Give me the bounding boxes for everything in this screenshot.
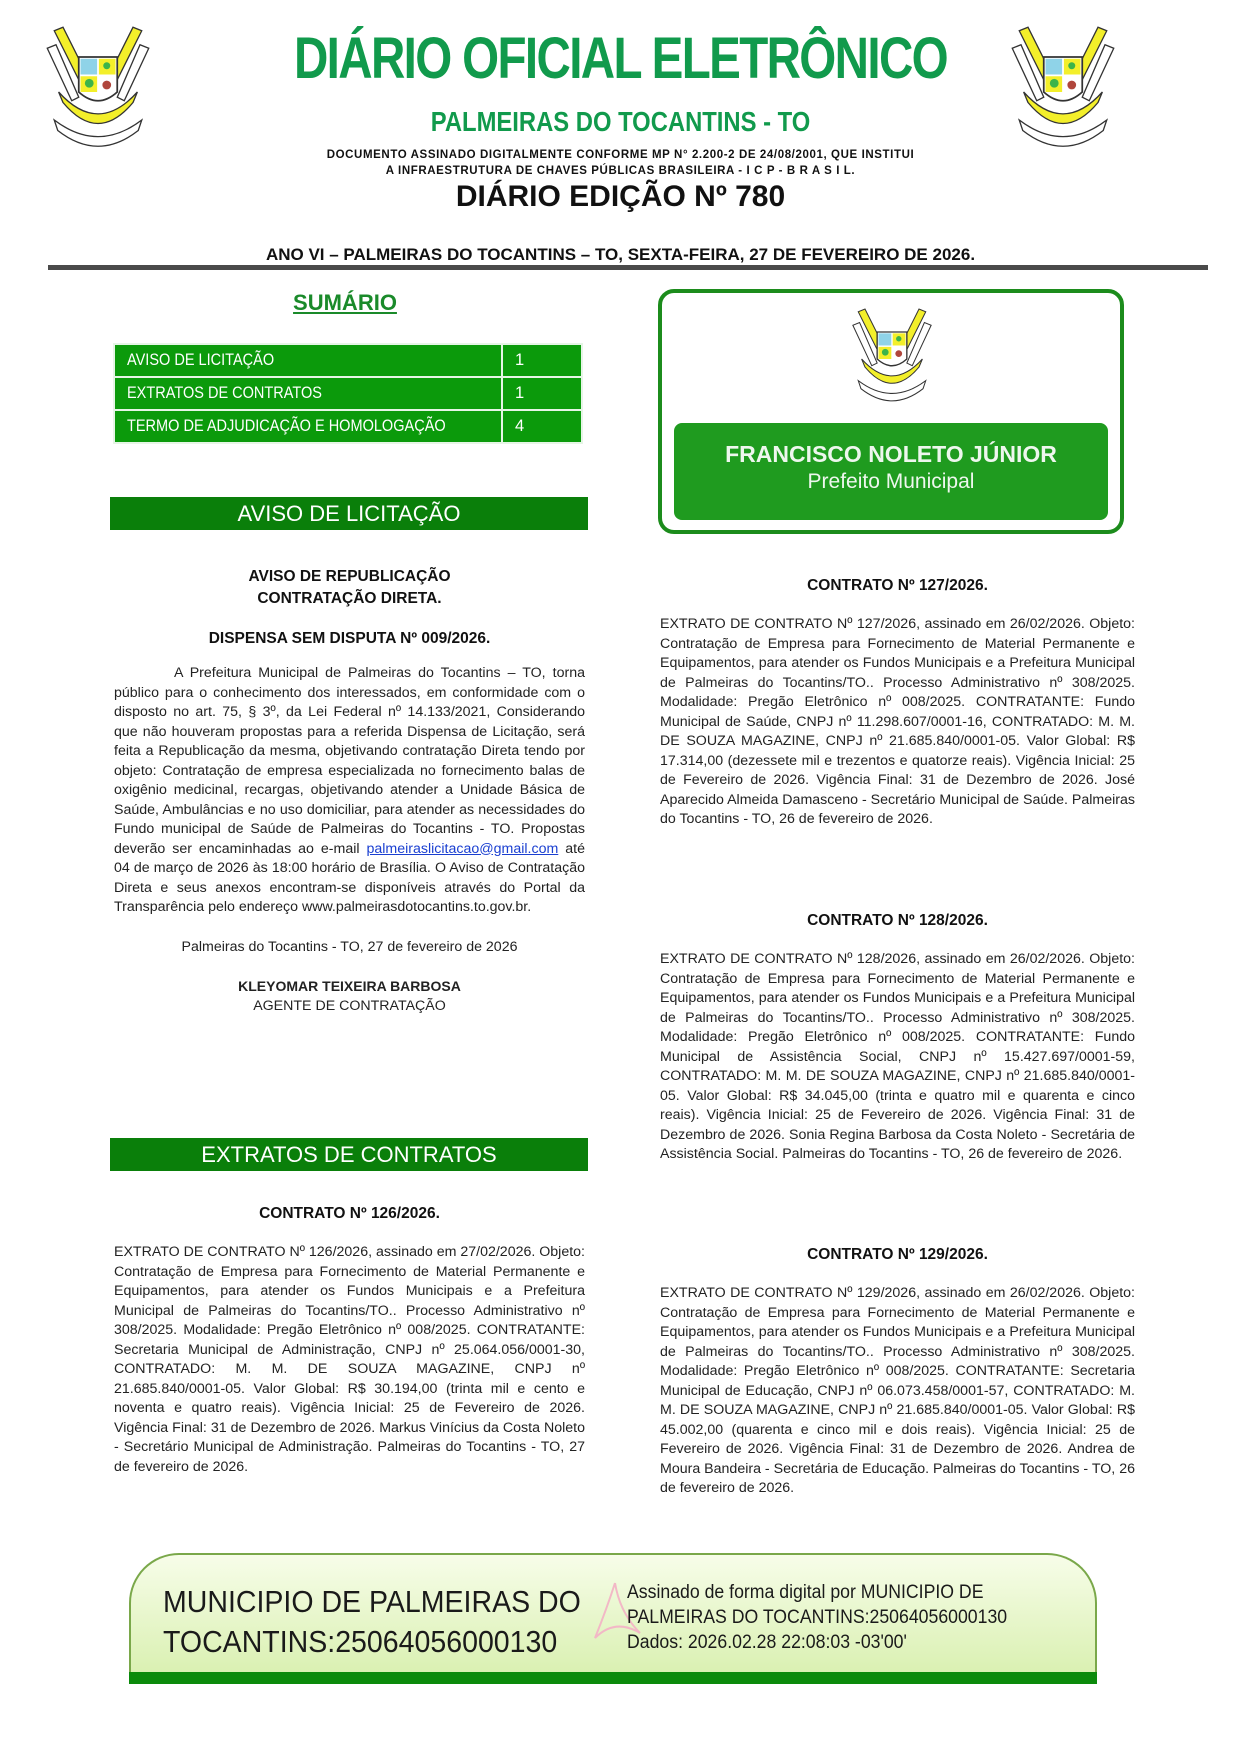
aviso-body-text-end: até 04 de março de 2026 às 18:00 horário de Brasília. O Aviso de Contratação Direta e seus anexos encontram-se disponíveis através do Portal da Transparência pelo endereço www.palmeirasdotocantins.to.gov.br. xyxy=(114,840,585,915)
coat-of-arms-icon xyxy=(842,305,942,413)
contract-body: EXTRATO DE CONTRATO Nº 128/2026, assinado em 26/02/2026. Objeto: Contratação de Empresa para Fornecimento de Material Permanente e Equipamentos, para atender os Fundos Municipais e a Prefeitura Municipal de Palmeiras do Tocantins/TO.. Processo Administrativo nº 308/2025. Modalidade: Pregão Eletrônico nº 008/2025. CONTRATANTE: Fundo Municipal de Assistência Social, CNPJ nº 15.427.697/0001-59, CONTRATADO: M. M. DE SOUZA MAGAZINE, CNPJ nº 21.685.840/0001-05. Valor Global: R$ 34.045,00 (trinta e quatro mil e quarenta e cinco reais). Vigência Inicial: 25 de Fevereiro de 2026. Vigência Final: 31 de Dezembro de 2026. Sonia Regina Barbosa da Costa Noleto - Secretária de Assistência Social. Palmeiras do Tocantins - TO, 26 de fevereiro de 2026. xyxy=(660,951,1135,1162)
signature-banner-bar xyxy=(129,1672,1097,1684)
aviso-signer-name: KLEYOMAR TEIXEIRA BARBOSA xyxy=(238,978,461,994)
contract-129 xyxy=(660,1244,1135,1499)
contract-128 xyxy=(660,910,1135,1165)
contract-title: CONTRATO Nº 127/2026. xyxy=(807,577,988,594)
summary-title: SUMÁRIO xyxy=(293,290,397,315)
signature-detail-line3: Dados: 2026.02.28 22:08:03 -03'00' xyxy=(627,1632,907,1653)
summary-row[interactable] xyxy=(114,377,582,410)
summary-row-label: EXTRATOS DE CONTRATOS xyxy=(127,384,322,402)
aviso-heading-line1: AVISO DE REPUBLICAÇÃO xyxy=(248,568,451,585)
contract-body: EXTRATO DE CONTRATO Nº 127/2026, assinado em 26/02/2026. Objeto: Contratação de Empresa para Fornecimento de Material Permanente e Equipamentos, para atender os Fundos Municipais e a Prefeitura Municipal de Palmeiras do Tocantins/TO.. Processo Administrativo nº 308/2025. Modalidade: Pregão Eletrônico nº 008/2025. CONTRATANTE: Fundo Municipal de Saúde, CNPJ nº 11.298.607/0001-16, CONTRATADO: M. M. DE SOUZA MAGAZINE, CNPJ nº 21.685.840/0001-05. Valor Global: R$ 17.314,00 (dezessete mil e trezentos e quatorze reais). Vigência Inicial: 25 de Fevereiro de 2026. Vigência Final: 31 de Dezembro de 2026. José Aparecido Almeida Damasceno - Secretário Municipal de Saúde. Palmeiras do Tocantins - TO, 26 de fevereiro de 2026. xyxy=(660,616,1135,827)
aviso-body xyxy=(114,664,585,918)
summary-row-label: AVISO DE LICITAÇÃO xyxy=(127,351,275,369)
legal-note-line2: A INFRAESTRUTURA DE CHAVES PÚBLICAS BRASILEIRA - I C P - B R A S I L. xyxy=(385,165,856,177)
signature-detail-line1: Assinado de forma digital por MUNICIPIO DE xyxy=(627,1582,984,1603)
mayor-role: Prefeito Municipal xyxy=(807,470,975,493)
legal-note-line1: DOCUMENTO ASSINADO DIGITALMENTE CONFORME MP N° 2.200-2 DE 24/08/2001, QUE INSTITUI xyxy=(326,149,915,161)
aviso-heading-line2: CONTRATAÇÃO DIRETA. xyxy=(257,590,442,607)
signature-detail-line2: PALMEIRAS DO TOCANTINS:25064056000130 xyxy=(627,1607,1008,1628)
contract-126 xyxy=(114,1203,585,1477)
contract-body: EXTRATO DE CONTRATO Nº 126/2026, assinado em 27/02/2026. Objeto: Contratação de Empresa para Fornecimento de Material Permanente e Equipamentos, para atender os Fundos Municipais e a Prefeitura Municipal de Palmeiras do Tocantins/TO.. Processo Administrativo nº 308/2025. Modalidade: Pregão Eletrônico nº 008/2025. CONTRATANTE: Secretaria Municipal de Administração, CNPJ nº 25.064.056/0001-30, CONTRATADO: M. M. DE SOUZA MAGAZINE, CNPJ nº 21.685.840/0001-05. Valor Global: R$ 30.194,00 (trinta mil e cento e noventa e quatro reais). Vigência Inicial: 25 de Fevereiro de 2026. Vigência Final: 31 de Dezembro de 2026. Markus Vinícius da Costa Noleto - Secretário Municipal de Administração. Palmeiras do Tocantins - TO, 27 de fevereiro de 2026. xyxy=(114,1244,585,1475)
mayor-name: FRANCISCO NOLETO JÚNIOR xyxy=(725,441,1057,467)
email-link[interactable]: palmeiraslicitacao@gmail.com xyxy=(366,840,559,857)
summary-row-page: 1 xyxy=(502,344,582,377)
signer-identity xyxy=(163,1582,581,1662)
mayor-card xyxy=(658,289,1124,534)
summary-row[interactable] xyxy=(114,410,582,443)
signature-details xyxy=(627,1580,1055,1655)
summary-row-page: 1 xyxy=(502,377,582,410)
contract-body: EXTRATO DE CONTRATO Nº 129/2026, assinado em 26/02/2026. Objeto: Contratação de Empresa para Fornecimento de Material Permanente e Equipamentos, para atender os Fundos Municipais e a Prefeitura Municipal de Palmeiras do Tocantins/TO.. Processo Administrativo nº 308/2025. Modalidade: Pregão Eletrônico nº 008/2025. CONTRATANTE: Secretaria Municipal de Educação, CNPJ nº 06.073.458/0001-57, CONTRATADO: M. M. DE SOUZA MAGAZINE, CNPJ nº 21.685.840/0001-05. Valor Global: R$ 45.002,00 (quarenta e cinco mil e dois reais). Vigência Inicial: 25 de Fevereiro de 2026. Vigência Final: 31 de Dezembro de 2026. Andrea de Moura Bandeira - Secretária de Educação. Palmeiras do Tocantins - TO, 26 de fevereiro de 2026. xyxy=(660,1285,1135,1496)
summary-row[interactable] xyxy=(114,344,582,377)
gazette-subtitle: PALMEIRAS DO TOCANTINS - TO xyxy=(430,106,811,137)
section-header-aviso: AVISO DE LICITAÇÃO xyxy=(110,497,588,530)
aviso-signer-role: AGENTE DE CONTRATAÇÃO xyxy=(253,997,446,1014)
gazette-title: DIÁRIO OFICIAL ELETRÔNICO xyxy=(293,26,948,91)
summary-table xyxy=(113,343,583,444)
aviso-place-date: Palmeiras do Tocantins - TO, 27 de fevereiro de 2026 xyxy=(181,938,518,955)
signer-line2: TOCANTINS:25064056000130 xyxy=(163,1624,558,1659)
aviso-section xyxy=(114,566,585,1016)
dispensa-title: DISPENSA SEM DISPUTA Nº 009/2026. xyxy=(208,630,491,647)
header-divider xyxy=(48,265,1208,270)
contract-127 xyxy=(660,575,1135,830)
legal-note xyxy=(0,147,1241,179)
signer-line1: MUNICIPIO DE PALMEIRAS DO xyxy=(163,1584,581,1619)
mayor-plate xyxy=(674,423,1108,520)
edition-number: DIÁRIO EDIÇÃO Nº 780 xyxy=(455,180,786,213)
dateline: ANO VI – PALMEIRAS DO TOCANTINS – TO, SEXTA-FEIRA, 27 DE FEVEREIRO DE 2026. xyxy=(265,245,976,264)
summary-row-label: TERMO DE ADJUDICAÇÃO E HOMOLOGAÇÃO xyxy=(127,417,446,435)
contract-title: CONTRATO Nº 129/2026. xyxy=(807,1246,988,1263)
aviso-body-text: A Prefeitura Municipal de Palmeiras do Tocantins – TO, torna público para o conhecimento dos interessados, em conformidade com o disposto no art. 75, § 3º, da Lei Federal nº 14.133/2021, Considerando que não houveram propostas para a referida Dispensa de Licitação, será feita a Republicação da mesma, objetivando contratação Direta tendo por objeto: Contratação de empresa especializada no fornecimento balas de oxigênio medicinal, recargas, objetivando atender a Unidade Básica de Saúde, Ambulâncias e no uso domiciliar, para atender as necessidades do Fundo municipal de Saúde de Palmeiras do Tocantins - TO. Propostas deverão ser encaminhadas ao e-mail xyxy=(114,665,585,857)
section-header-extratos: EXTRATOS DE CONTRATOS xyxy=(110,1138,588,1171)
contract-title: CONTRATO Nº 128/2026. xyxy=(807,912,988,929)
contract-title: CONTRATO Nº 126/2026. xyxy=(259,1205,440,1222)
summary-row-page: 4 xyxy=(502,410,582,443)
